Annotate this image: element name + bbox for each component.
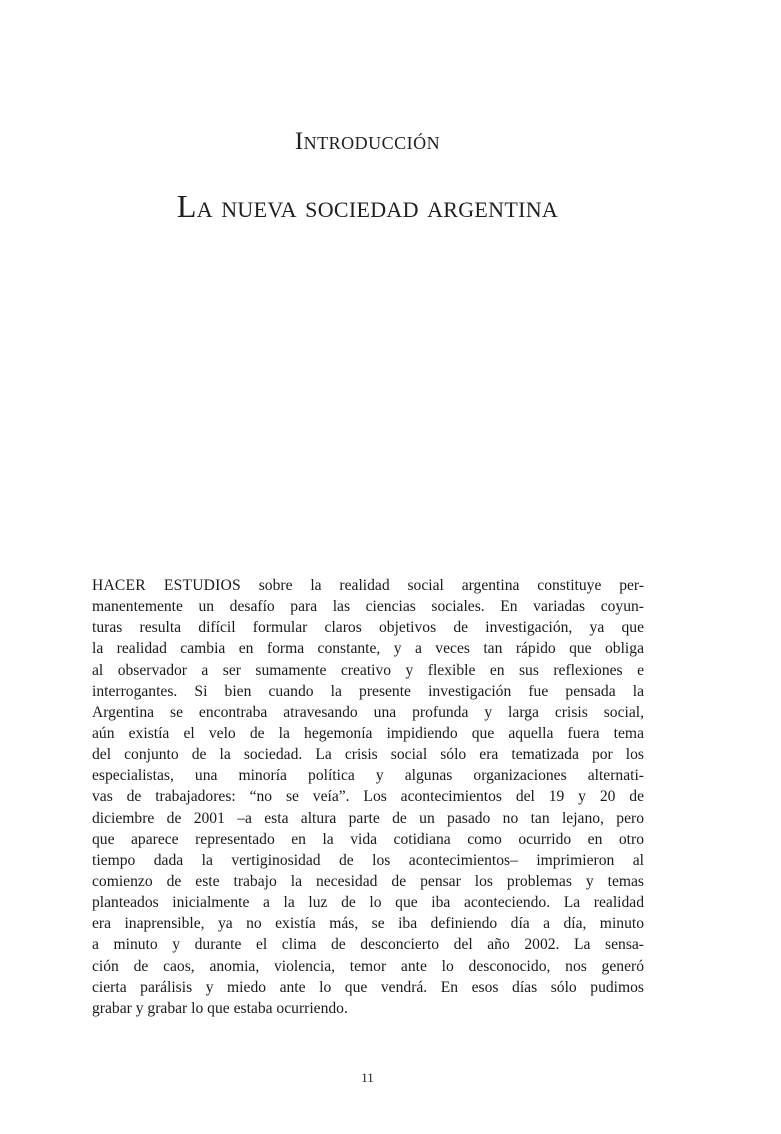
text-line (92, 575, 644, 596)
text-line: grabar y grabar lo que estaba ocurriendo. (92, 999, 348, 1017)
text-line: que aparece representado en la vida cotidiana como ocurrido en otro (92, 830, 644, 848)
text-line: turas resulta difícil formular claros objetivos de investigación, ya que (92, 619, 644, 637)
text-line: Argentina se encontraba atravesando una profunda y larga crisis social, (92, 703, 644, 721)
text-line: tiempo dada la vertiginosidad de los acontecimientos– imprimieron al (92, 851, 644, 869)
text-line: planteados inicialmente a la luz de lo que iba aconteciendo. La realidad (92, 894, 644, 912)
chapter-label: Introducción (294, 128, 441, 155)
page-number: 11 (361, 1070, 374, 1085)
lead-in-text: HACER ESTUDIOS (92, 577, 241, 594)
body-paragraph (92, 575, 644, 1019)
text-line: cierta parálisis y miedo ante lo que vendrá. En esos días sólo pudimos (92, 978, 644, 996)
text-line: interrogantes. Si bien cuando la presente investigación fue pensada la (92, 682, 644, 700)
text-line: a minuto y durante el clima de desconcierto del año 2002. La sensa- (92, 936, 644, 954)
text-line: al observador a ser sumamente creativo y flexible en sus reflexiones e (92, 661, 644, 679)
text-line: vas de trabajadores: “no se veía”. Los acontecimientos del 19 y 20 de (92, 788, 644, 806)
text-line: ción de caos, anomia, violencia, temor ante lo desconocido, nos generó (92, 957, 644, 975)
text-line: la realidad cambia en forma constante, y a veces tan rápido que obliga (92, 640, 644, 658)
text-line: aún existía el velo de la hegemonía impidiendo que aquella fuera tema (92, 724, 644, 742)
text-line: diciembre de 2001 –a esta altura parte de un pasado no tan lejano, pero (92, 809, 644, 827)
chapter-title: La nueva sociedad argentina (176, 188, 559, 224)
text-line: manentemente un desafío para las ciencias sociales. En variadas coyun- (92, 598, 644, 616)
text-line-content: sobre la realidad social argentina constituye per- (240, 577, 644, 594)
text-line: comienzo de este trabajo la necesidad de pensar los problemas y temas (92, 872, 644, 890)
text-line: era inaprensible, ya no existía más, se iba definiendo día a día, minuto (92, 915, 644, 933)
text-line: especialistas, una minoría política y algunas organizaciones alternati- (92, 767, 644, 785)
text-line: del conjunto de la sociedad. La crisis social sólo era tematizada por los (92, 746, 644, 764)
